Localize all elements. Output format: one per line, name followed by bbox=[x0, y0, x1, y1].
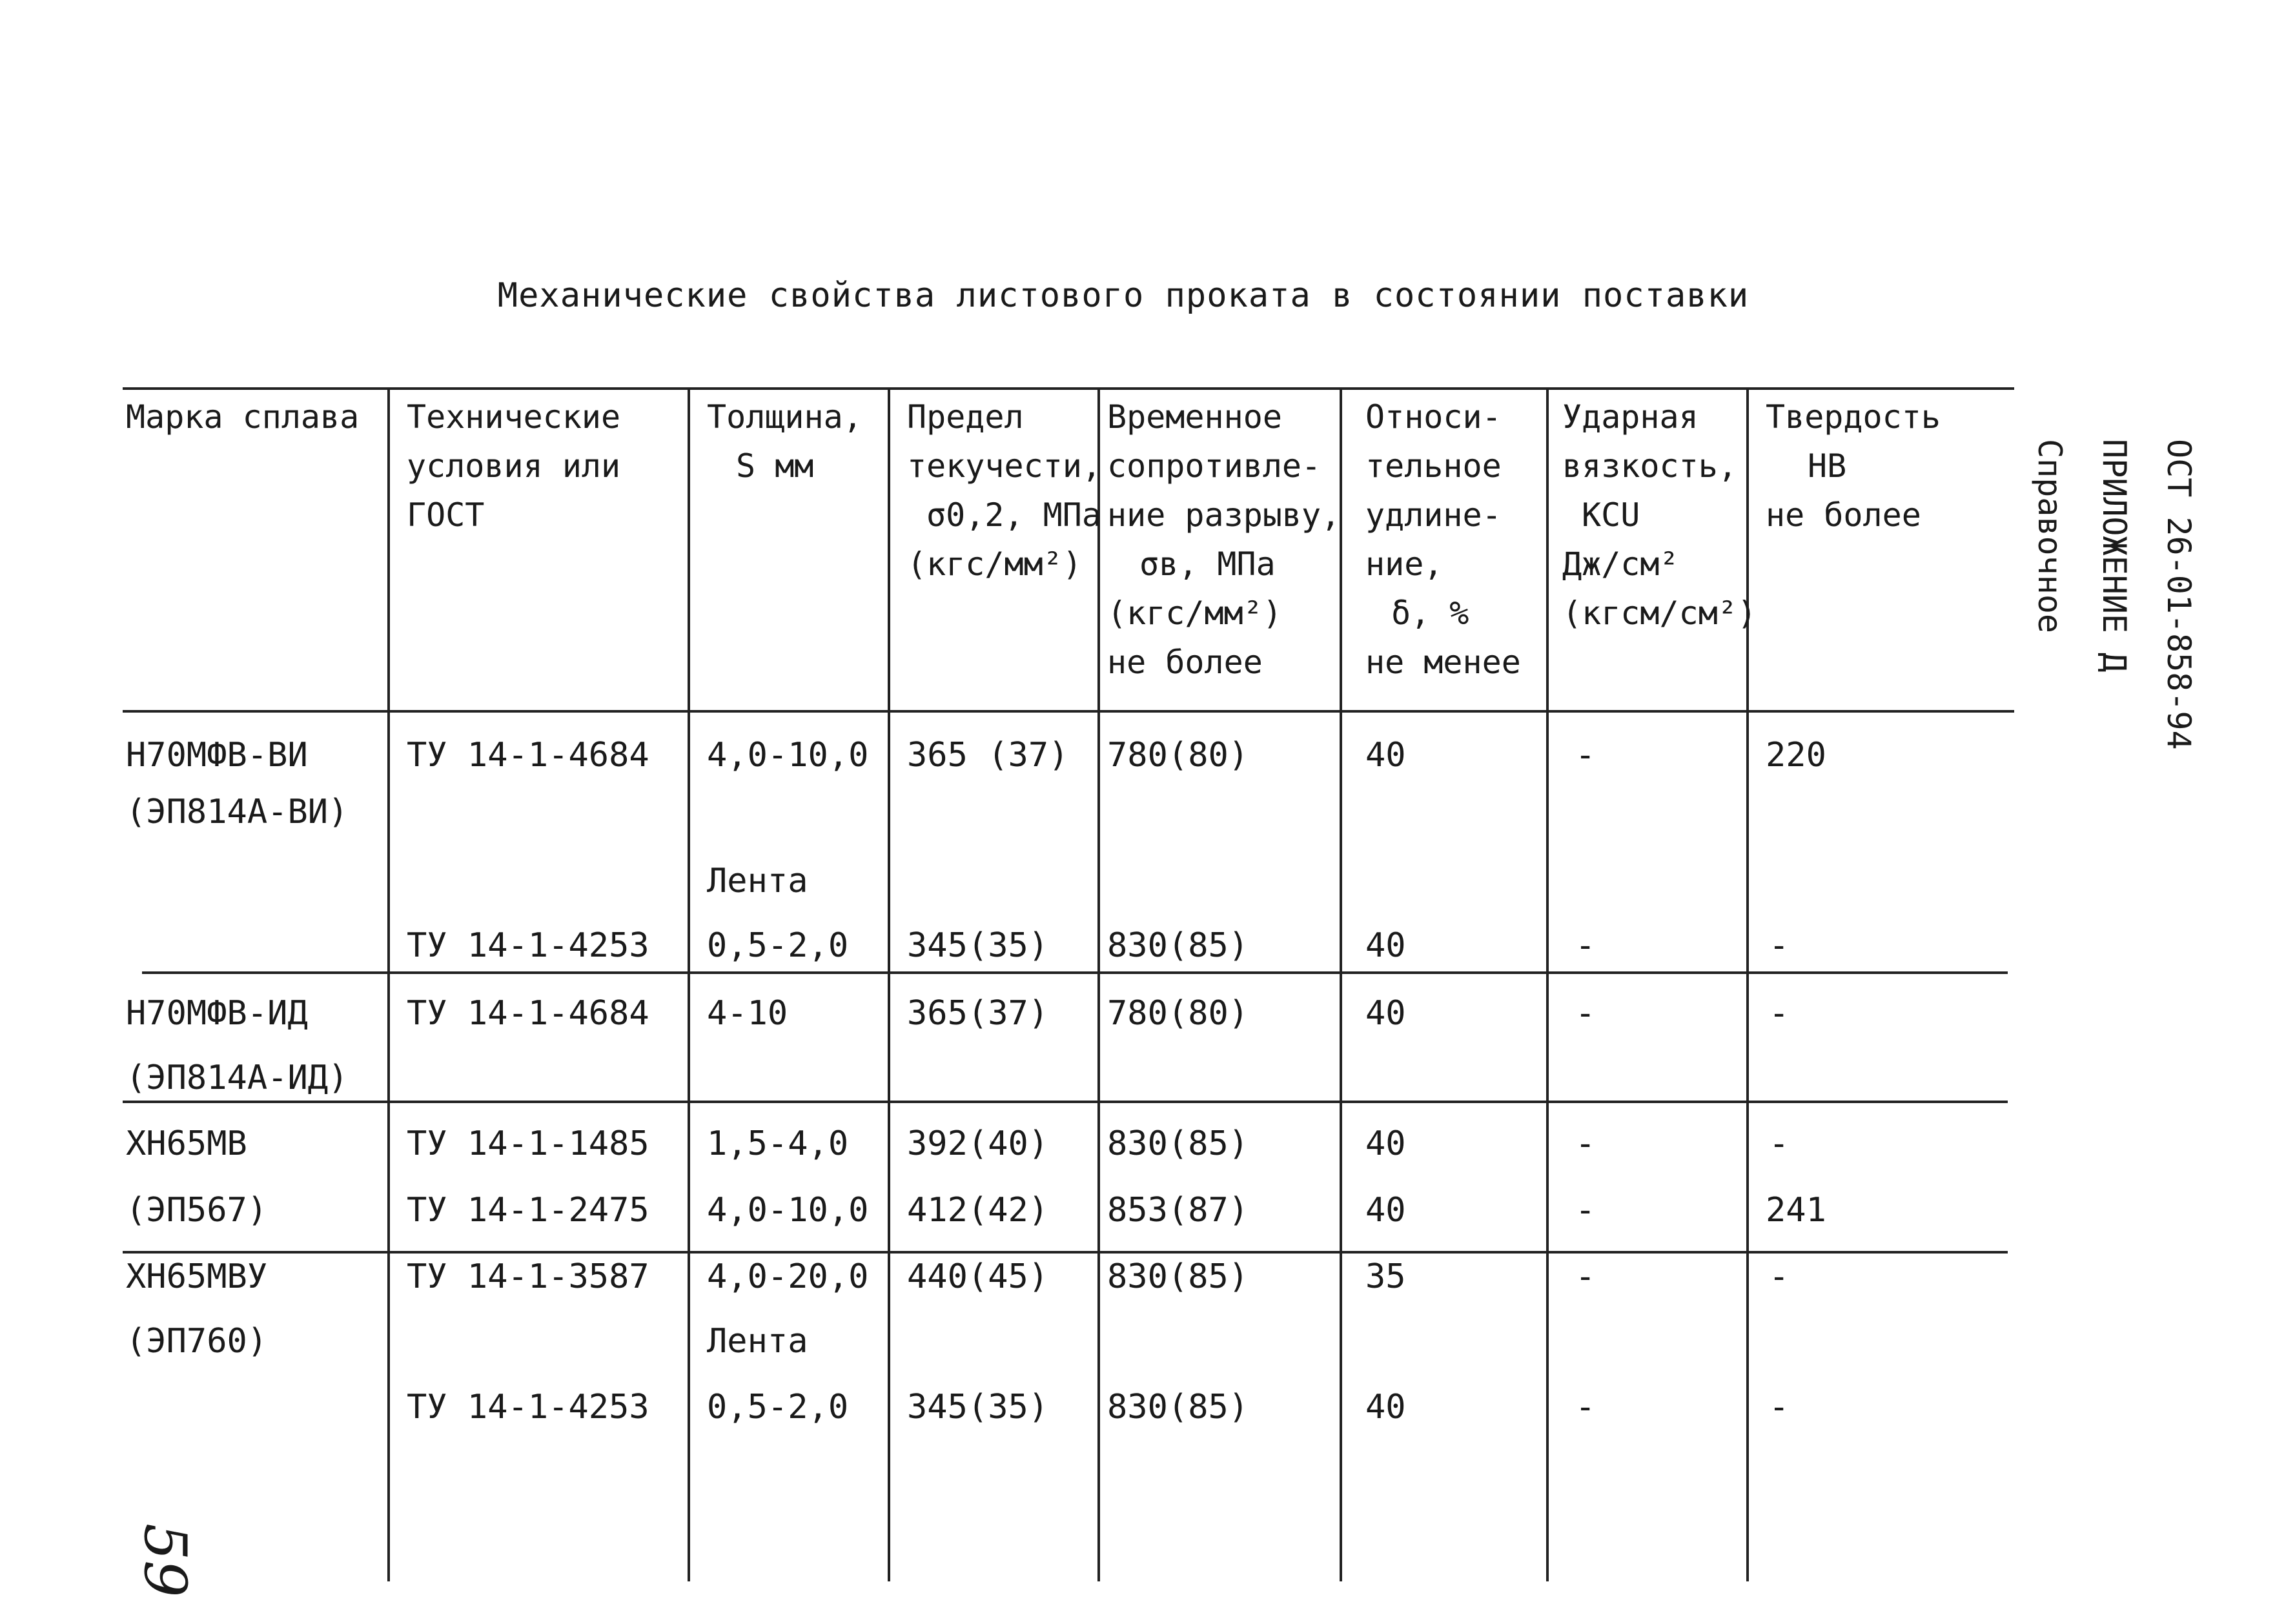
table-cell: 4,0-10,0 bbox=[707, 1191, 869, 1230]
table-cell: - bbox=[1575, 994, 1596, 1033]
table-cell: 40 bbox=[1365, 1388, 1406, 1426]
table-cell: 830(85) bbox=[1107, 1257, 1249, 1296]
table-top-border bbox=[123, 387, 2014, 390]
table-cell: ТУ 14-1-1485 bbox=[407, 1124, 649, 1163]
table-cell: - bbox=[1769, 1257, 1790, 1296]
table-cell: 365(37) bbox=[907, 994, 1049, 1033]
table-cell: 830(85) bbox=[1107, 1388, 1249, 1426]
table-cell: - bbox=[1575, 1257, 1596, 1296]
table-cell: Н70МФВ-ВИ bbox=[126, 736, 308, 775]
table-cell: 0,5-2,0 bbox=[707, 1388, 849, 1426]
table-cell: 780(80) bbox=[1107, 736, 1249, 775]
table-cell: 392(40) bbox=[907, 1124, 1049, 1163]
table-cell: - bbox=[1769, 994, 1790, 1033]
table-cell: - bbox=[1575, 926, 1596, 965]
table-cell: 220 bbox=[1766, 736, 1826, 775]
table-cell: 40 bbox=[1365, 736, 1406, 775]
document-number: ОСТ 26-01-858-94 bbox=[2160, 439, 2198, 750]
table-cell: 853(87) bbox=[1107, 1191, 1249, 1230]
table-cell: 830(85) bbox=[1107, 1124, 1249, 1163]
table-cell: - bbox=[1575, 1124, 1596, 1163]
table-cell: - bbox=[1575, 1388, 1596, 1426]
table-cell: 780(80) bbox=[1107, 994, 1249, 1033]
row-divider bbox=[142, 971, 2008, 974]
reference-label: Справочное bbox=[2031, 439, 2068, 634]
table-cell: 40 bbox=[1365, 994, 1406, 1033]
column-divider bbox=[688, 387, 690, 1581]
table-cell: 40 bbox=[1365, 1191, 1406, 1230]
table-cell: 440(45) bbox=[907, 1257, 1049, 1296]
table-cell: - bbox=[1769, 1124, 1790, 1163]
table-cell: 830(85) bbox=[1107, 926, 1249, 965]
table-cell: 4-10 bbox=[707, 994, 788, 1033]
table-cell: 40 bbox=[1365, 1124, 1406, 1163]
table-cell: - bbox=[1769, 1388, 1790, 1426]
table-cell: 35 bbox=[1365, 1257, 1406, 1296]
table-cell: ТУ 14-1-3587 bbox=[407, 1257, 649, 1296]
table-cell: ХН65МВУ bbox=[126, 1257, 268, 1296]
page-number: 59 bbox=[131, 1523, 199, 1598]
table-cell: (ЭП814А-ИД) bbox=[126, 1059, 349, 1097]
table-cell: ТУ 14-1-4684 bbox=[407, 736, 649, 775]
table-cell: ТУ 14-1-2475 bbox=[407, 1191, 649, 1230]
table-cell: 345(35) bbox=[907, 1388, 1049, 1426]
table-cell: 4,0-20,0 bbox=[707, 1257, 869, 1296]
row-divider bbox=[123, 1251, 2008, 1254]
table-cell: - bbox=[1769, 926, 1790, 965]
header-hardness: Твердость HB не более bbox=[1766, 398, 1941, 534]
table-cell: 40 bbox=[1365, 926, 1406, 965]
table-cell: - bbox=[1575, 736, 1596, 775]
appendix-label: ПРИЛОЖЕНИЕ Д bbox=[2096, 439, 2133, 673]
table-cell: 0,5-2,0 bbox=[707, 926, 849, 965]
table-cell: ТУ 14-1-4684 bbox=[407, 994, 649, 1033]
table-cell: ТУ 14-1-4253 bbox=[407, 926, 649, 965]
column-divider bbox=[1546, 387, 1549, 1581]
table-cell: Н70МФВ-ИД bbox=[126, 994, 308, 1033]
header-grade: Марка сплава bbox=[126, 398, 360, 436]
table-cell: ХН65МВ bbox=[126, 1124, 247, 1163]
table-cell: 241 bbox=[1766, 1191, 1826, 1230]
table-cell: - bbox=[1575, 1191, 1596, 1230]
header-elongation: Относи- тельное удлине- ние, δ, % не менее bbox=[1365, 398, 1521, 681]
table-cell: (ЭП760) bbox=[126, 1322, 268, 1361]
table-cell: 345(35) bbox=[907, 926, 1049, 965]
column-divider bbox=[888, 387, 890, 1581]
header-bottom-border bbox=[123, 710, 2014, 713]
header-tensile: Временное сопротивле- ние разрыву, σв, МПа (кгс/мм²) не более bbox=[1107, 398, 1341, 681]
column-divider bbox=[387, 387, 390, 1581]
header-spec: Технические условия или ГОСТ bbox=[407, 398, 621, 534]
table-cell: ТУ 14-1-4253 bbox=[407, 1388, 649, 1426]
table-cell: Лента bbox=[707, 862, 808, 900]
table-cell: 412(42) bbox=[907, 1191, 1049, 1230]
table-cell: (ЭП567) bbox=[126, 1191, 268, 1230]
table-cell: 1,5-4,0 bbox=[707, 1124, 849, 1163]
header-thickness: Толщина, S мм bbox=[707, 398, 862, 485]
header-yield: Предел текучести, σ0,2, МПа (кгс/мм²) bbox=[907, 398, 1102, 583]
page-title: Механические свойства листового проката в состоянии поставки bbox=[497, 276, 1750, 315]
table-cell: 4,0-10,0 bbox=[707, 736, 869, 775]
table-cell: Лента bbox=[707, 1322, 808, 1361]
table-cell: (ЭП814А-ВИ) bbox=[126, 793, 349, 831]
row-divider bbox=[123, 1101, 2008, 1103]
header-impact: Ударная вязкость, KCU Дж/см² (кгсм/см²) bbox=[1562, 398, 1757, 632]
table-cell: 365 (37) bbox=[907, 736, 1069, 775]
